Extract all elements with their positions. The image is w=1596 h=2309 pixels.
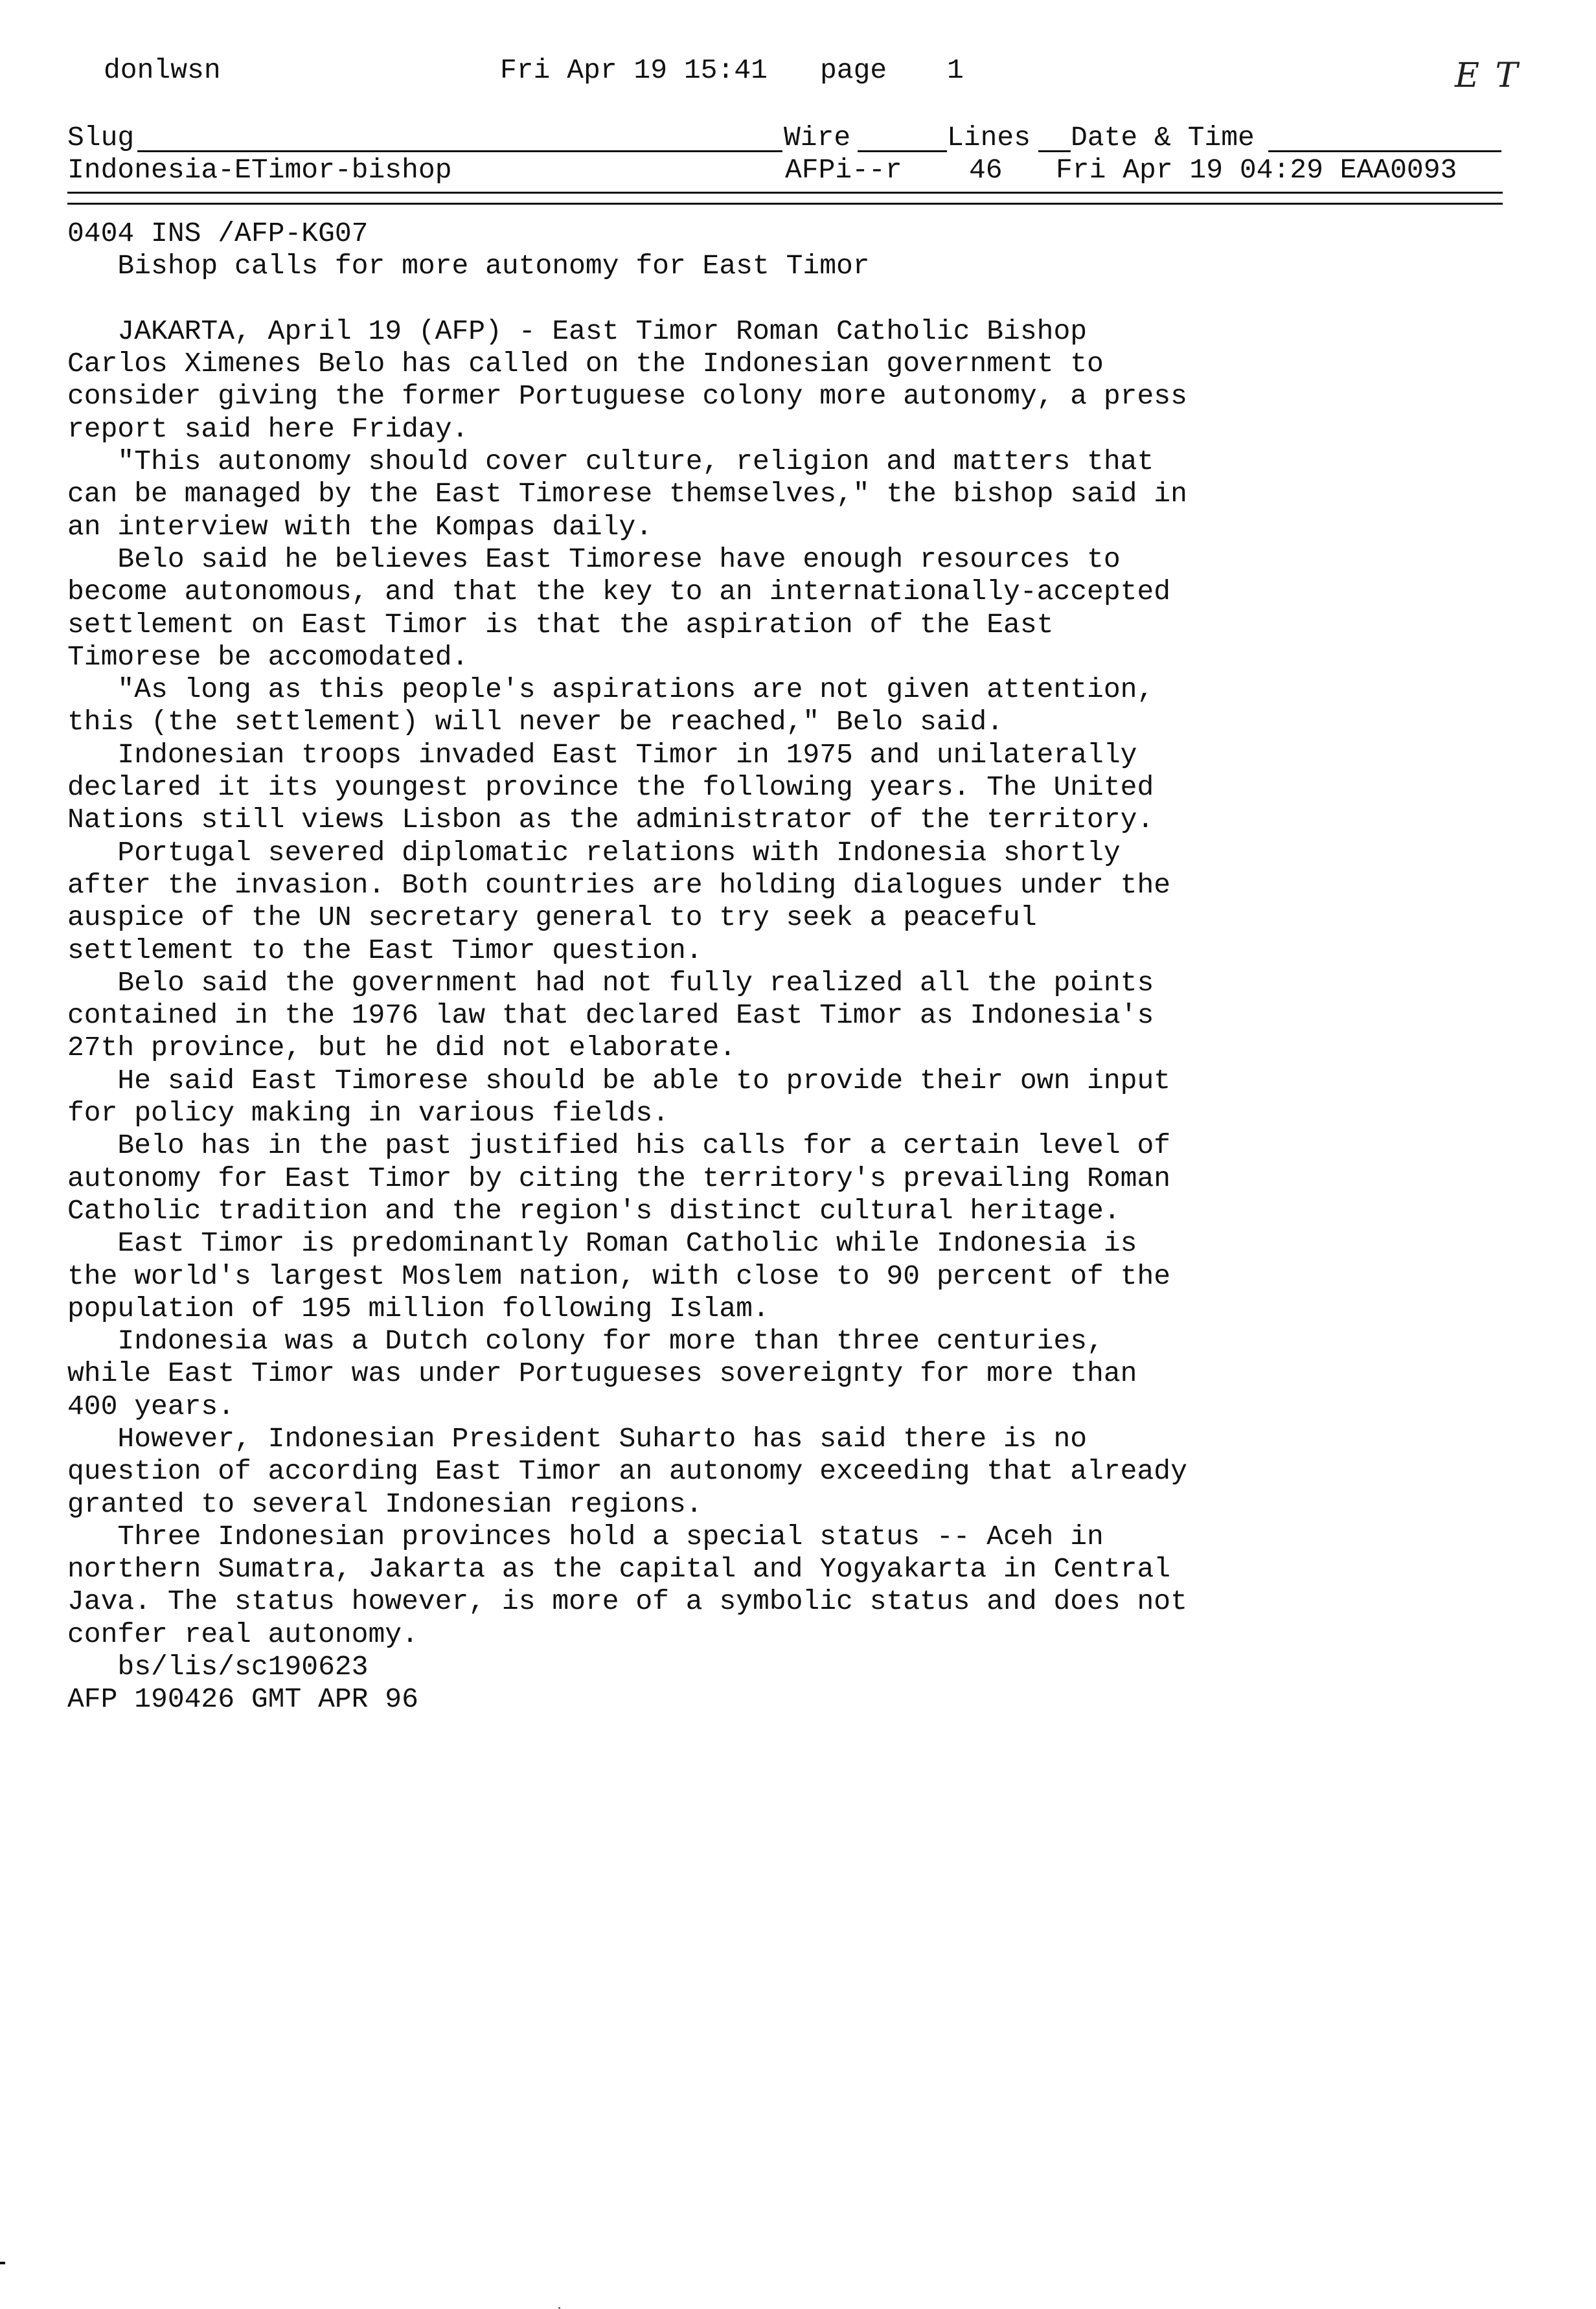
article-line: auspice of the UN secretary general to try seek a peaceful (67, 902, 1037, 934)
article-line: Nations still views Lisbon as the administrator of the territory. (67, 804, 1154, 836)
article-line (67, 283, 1503, 315)
article-line: East Timor is predominantly Roman Catholic while Indonesia is (67, 1227, 1137, 1260)
lines-underline (1038, 128, 1071, 152)
article-line: after the invasion. Both countries are holding dialogues under the (67, 869, 1171, 901)
article-line: declared it its youngest province the following years. The United (67, 771, 1154, 804)
printout-datetime: Fri Apr 19 15:41 (500, 54, 768, 86)
slug-value: Indonesia-ETimor-bishop (67, 154, 452, 186)
article-line: AFP 190426 GMT APR 96 (67, 1683, 418, 1716)
article-line: Belo said he believes East Timorese have enough resources to (67, 543, 1121, 575)
article-line: the world's largest Moslem nation, with close to 90 percent of the (67, 1260, 1171, 1292)
wire-underline (858, 128, 947, 152)
article-line: Belo has in the past justified his calls for a certain level of (67, 1130, 1171, 1162)
date-time-label: Date & Time (1071, 122, 1255, 154)
article-line: "This autonomy should cover culture, religion and matters that (67, 446, 1154, 478)
printout-user: donlwsn (104, 54, 221, 86)
article-line: "As long as this people's aspirations are not given attention, (67, 674, 1154, 706)
slug-label: Slug (67, 122, 135, 154)
article-line: Carlos Ximenes Belo has called on the Indonesian government to (67, 348, 1104, 380)
wire-value: AFPi--r (785, 154, 902, 186)
article-line: Portugal severed diplomatic relations with Indonesia shortly (67, 836, 1121, 869)
article-line: population of 195 million following Islam. (67, 1292, 770, 1325)
double-rule-separator (67, 192, 1503, 205)
article-line: an interview with the Kompas daily. (67, 510, 653, 543)
lines-value: 46 (969, 154, 1003, 186)
page-number: 1 (947, 54, 964, 86)
article-line: granted to several Indonesian regions. (67, 1488, 703, 1520)
page-label: page (820, 54, 887, 86)
lines-label: Lines (947, 122, 1031, 154)
article-line: 400 years. (67, 1390, 235, 1422)
date-time-value: Fri Apr 19 04:29 EAA0093 (1056, 154, 1457, 186)
article-line: become autonomous, and that the key to an internationally-accepted (67, 576, 1171, 608)
article-line: settlement to the East Timor question. (67, 934, 703, 966)
article-line: can be managed by the East Timorese themselves," the bishop said in (67, 478, 1187, 510)
article-line: 27th province, but he did not elaborate. (67, 1032, 736, 1064)
slug-underline (137, 128, 782, 152)
article-line: Java. The status however, is more of a symbolic status and does not (67, 1586, 1187, 1618)
article-body (67, 218, 1503, 1716)
article-line: Catholic tradition and the region's distinct cultural heritage. (67, 1194, 1121, 1227)
article-line: for policy making in various fields. (67, 1097, 669, 1130)
article-line: He said East Timorese should be able to provide their own input (67, 1064, 1171, 1097)
handwritten-mark: E T (1455, 56, 1521, 95)
article-line: bs/lis/sc190623 (67, 1651, 369, 1683)
article-line: JAKARTA, April 19 (AFP) - East Timor Roman Catholic Bishop (67, 315, 1088, 347)
article-line: Indonesia was a Dutch colony for more than three centuries, (67, 1325, 1104, 1358)
article-line: 0404 INS /AFP-KG07 (67, 218, 369, 249)
article-line: question of according East Timor an autonomy exceeding that already (67, 1455, 1187, 1488)
article-line: confer real autonomy. (67, 1618, 418, 1650)
article-line: Bishop calls for more autonomy for East Timor (67, 250, 870, 282)
article-line: However, Indonesian President Suharto has said there is no (67, 1422, 1088, 1455)
article-line: this (the settlement) will never be reached," Belo said. (67, 706, 1004, 738)
article-line: while East Timor was under Portugueses sovereignty for more than (67, 1358, 1137, 1390)
article-line: Three Indonesian provinces hold a special status -- Aceh in (67, 1520, 1104, 1553)
article-line: Timorese be accomodated. (67, 641, 469, 673)
article-line: settlement on East Timor is that the aspiration of the East (67, 608, 1054, 641)
scan-edge-mark (0, 2262, 5, 2264)
article-line: consider giving the former Portuguese colony more autonomy, a press (67, 380, 1187, 413)
article-line: contained in the 1976 law that declared East Timor as Indonesia's (67, 999, 1154, 1032)
article-line: northern Sumatra, Jakarta as the capital and Yogyakarta in Central (67, 1553, 1171, 1586)
article-line: Indonesian troops invaded East Timor in 1975 and unilaterally (67, 738, 1137, 771)
article-line: Belo said the government had not fully realized all the points (67, 966, 1154, 999)
wire-label: Wire (784, 122, 851, 154)
article-line: autonomy for East Timor by citing the territory's prevailing Roman (67, 1162, 1171, 1194)
date-time-underline (1268, 128, 1501, 152)
article-line: report said here Friday. (67, 413, 469, 445)
